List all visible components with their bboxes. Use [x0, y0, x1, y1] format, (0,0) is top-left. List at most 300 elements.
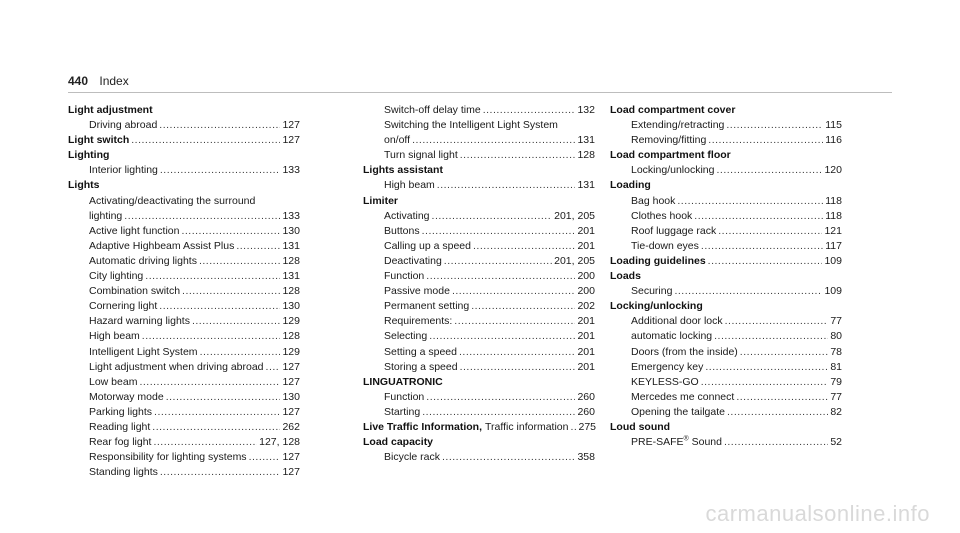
- index-subentry[interactable]: [68, 375, 300, 390]
- page-ref[interactable]: 79: [830, 375, 842, 388]
- index-subentry[interactable]: [68, 329, 300, 344]
- index-subentry[interactable]: [610, 314, 842, 329]
- index-subentry-label: [384, 209, 430, 224]
- index-subentry-label: [631, 345, 738, 360]
- dot-leader: [460, 360, 576, 375]
- index-subentry[interactable]: [610, 118, 842, 133]
- page-ref[interactable]: 202: [577, 300, 595, 313]
- page-ref[interactable]: 116: [825, 134, 842, 147]
- index-heading-row: [610, 420, 842, 435]
- index-subentry-text: Activating/deactivating the surround: [89, 194, 256, 207]
- index-subentry-label: [384, 314, 452, 329]
- index-subentry-label: [631, 163, 714, 178]
- index-subentry[interactable]: [68, 450, 300, 465]
- dot-leader: [727, 405, 828, 420]
- index-entry: [610, 254, 842, 269]
- index-subentry[interactable]: [610, 435, 842, 450]
- index-subentry[interactable]: [363, 390, 595, 405]
- index-subentry-label: [89, 239, 234, 254]
- index-subentry[interactable]: [68, 239, 300, 254]
- index-subentry[interactable]: [363, 103, 595, 118]
- page-ref[interactable]: 129: [282, 345, 300, 358]
- index-subentry-label: [631, 239, 699, 254]
- dot-leader: [708, 254, 823, 269]
- index-heading: Loads: [610, 270, 641, 283]
- index-heading-row: [610, 148, 842, 163]
- index-subentry-label: [631, 224, 716, 239]
- page-ref[interactable]: 358: [577, 451, 595, 464]
- dot-leader: [701, 375, 829, 390]
- index-subentry-label: [631, 314, 723, 329]
- dot-leader: [145, 269, 280, 284]
- page-ref[interactable]: 117: [825, 239, 842, 252]
- index-entry: [363, 435, 595, 465]
- index-subentry-label: [89, 224, 179, 239]
- index-subentry-label: [631, 435, 722, 450]
- index-subentry[interactable]: [68, 299, 300, 314]
- index-subentry-label: [89, 465, 158, 480]
- index-subentry[interactable]: [363, 178, 595, 193]
- index-subentry-label: [384, 299, 469, 314]
- index-entry: [363, 194, 595, 375]
- index-subentry[interactable]: [363, 450, 595, 465]
- index-subentry-label: [384, 224, 420, 239]
- index-subentry[interactable]: [363, 329, 595, 344]
- dot-leader: [714, 329, 828, 344]
- index-subentry-text: Driving abroad: [89, 119, 158, 132]
- dot-leader: [429, 329, 575, 344]
- index-subentry[interactable]: [363, 360, 595, 375]
- index-subentry-label: [89, 360, 264, 375]
- index-subentry-label: [384, 239, 471, 254]
- index-entry: [610, 269, 842, 299]
- page-ref[interactable]: 80: [830, 330, 842, 343]
- index-subentry-label: [89, 405, 152, 420]
- index-subentry-text: Standing lights: [89, 466, 158, 479]
- index-heading-row: [363, 194, 595, 209]
- index-subentry[interactable]: [68, 390, 300, 405]
- index-subentry-text: Passive mode: [384, 285, 450, 298]
- page-ref[interactable]: 78: [830, 345, 842, 358]
- dot-leader: [677, 194, 823, 209]
- page-ref[interactable]: 132: [577, 104, 595, 116]
- index-subentry[interactable]: [610, 163, 842, 178]
- dot-leader: [160, 465, 281, 480]
- index-subentry[interactable]: [68, 360, 300, 375]
- index-subentry-text: High beam: [89, 330, 140, 343]
- page-ref[interactable]: 127: [282, 451, 300, 464]
- dot-leader: [716, 163, 822, 178]
- page-ref[interactable]: 81: [830, 360, 842, 373]
- page-ref[interactable]: 115: [825, 119, 842, 132]
- page-ref[interactable]: 260: [577, 390, 595, 403]
- index-subentry-label: [631, 194, 675, 209]
- index-subentry-label: [384, 269, 424, 284]
- page-ref[interactable]: 77: [830, 390, 842, 403]
- index-subentry-text: Automatic driving lights: [89, 254, 197, 267]
- index-subentry[interactable]: [610, 194, 842, 209]
- index-subentry-text: Clothes hook: [631, 209, 693, 222]
- index-heading-row: [363, 375, 595, 390]
- dot-leader: [159, 299, 280, 314]
- page-ref[interactable]: 127: [282, 375, 300, 388]
- page-ref[interactable]: 127: [282, 405, 300, 418]
- index-subentry[interactable]: [363, 405, 595, 420]
- index-subentry-text: automatic locking: [631, 330, 713, 343]
- dot-leader: [142, 329, 281, 344]
- index-subentry[interactable]: [68, 465, 300, 480]
- index-subentry[interactable]: [363, 284, 595, 299]
- index-subentry-text: Low beam: [89, 375, 138, 388]
- index-subentry-text: Deactivating: [384, 254, 442, 267]
- index-subentry-label: [89, 284, 180, 299]
- index-heading-row: [610, 178, 842, 193]
- index-entry: [68, 178, 300, 480]
- index-entry: [610, 420, 842, 450]
- dot-leader: [452, 284, 576, 299]
- index-subentry[interactable]: [363, 133, 595, 148]
- index-subentry[interactable]: [610, 239, 842, 254]
- page-ref[interactable]: 201, 205: [554, 209, 595, 222]
- index-subentry[interactable]: [68, 284, 300, 299]
- index-subentry-text: KEYLESS-GO: [631, 375, 699, 388]
- page-number: 440: [68, 74, 89, 88]
- page-ref[interactable]: 129: [282, 315, 300, 328]
- index-subentry-label: [89, 390, 164, 405]
- index-subentry[interactable]: [610, 405, 842, 420]
- page-ref[interactable]: 127: [282, 134, 300, 147]
- dot-leader: [422, 405, 575, 420]
- page-ref[interactable]: 201: [577, 330, 595, 343]
- index-subentry-text: Buttons: [384, 224, 420, 237]
- page-ref[interactable]: 260: [577, 405, 595, 418]
- dot-leader: [483, 103, 576, 118]
- index-subentry-label: [631, 390, 734, 405]
- page-ref[interactable]: 131: [282, 239, 300, 252]
- index-subentry-text: PRE-SAFE: [631, 436, 684, 449]
- index-heading: Loading guidelines: [610, 254, 706, 267]
- page-ref[interactable]: 109: [824, 254, 842, 267]
- index-subentry-text: Removing/fitting: [631, 134, 707, 147]
- index-entry: [363, 103, 595, 163]
- page-ref[interactable]: 118: [825, 209, 842, 222]
- index-subentry[interactable]: [363, 314, 595, 329]
- index-subentry[interactable]: [610, 133, 842, 148]
- index-heading: Loading: [610, 179, 651, 192]
- index-subentry-label: [384, 450, 440, 465]
- index-subentry-label: [384, 178, 435, 193]
- index-subentry[interactable]: [68, 118, 300, 133]
- index-subentry-label: [89, 254, 197, 269]
- index-subentry-label: [89, 163, 158, 178]
- index-heading: Locking/unlocking: [610, 300, 703, 313]
- index-heading-row[interactable]: [363, 420, 595, 435]
- index-subentry-text: Hazard warning lights: [89, 315, 190, 328]
- page-ref[interactable]: 127: [282, 119, 300, 132]
- dot-leader: [154, 405, 280, 420]
- index-subentry[interactable]: [68, 209, 300, 224]
- dot-leader: [192, 314, 281, 329]
- dot-leader: [152, 420, 280, 435]
- index-heading: Light adjustment: [68, 104, 153, 116]
- index-heading: Load compartment floor: [610, 149, 731, 162]
- index-subentry[interactable]: [610, 345, 842, 360]
- page-ref[interactable]: 118: [825, 194, 842, 207]
- dot-leader: [139, 375, 280, 390]
- index-subentry-cont: lighting: [89, 209, 123, 222]
- index-subentry-label: [89, 329, 140, 344]
- header-divider: [68, 92, 892, 93]
- index-heading: Load compartment cover: [610, 104, 736, 116]
- page-ref[interactable]: 200: [577, 270, 595, 283]
- index-subentry-text: Securing: [631, 285, 673, 298]
- dot-leader: [674, 284, 822, 299]
- index-subentry-label: [384, 284, 450, 299]
- index-subentry-text: Setting a speed: [384, 345, 457, 358]
- page-ref[interactable]: 127, 128: [259, 436, 300, 449]
- index-subentry-text: Function: [384, 270, 425, 283]
- dot-leader: [182, 284, 280, 299]
- index-subentry-label: [89, 345, 198, 360]
- dot-leader: [701, 239, 823, 254]
- index-subentry-label: [89, 269, 143, 284]
- index-subentry-label: [384, 148, 458, 163]
- index-heading: Lighting: [68, 149, 110, 162]
- page-ref[interactable]: 130: [282, 390, 300, 403]
- page-ref[interactable]: 275: [578, 420, 597, 433]
- page-ref[interactable]: 201: [577, 224, 595, 237]
- page-ref[interactable]: 82: [830, 405, 842, 418]
- dot-leader: [705, 360, 828, 375]
- index-column-3: [610, 103, 842, 450]
- page-ref[interactable]: 201: [577, 315, 595, 328]
- dot-leader: [426, 269, 575, 284]
- dot-leader: [249, 450, 281, 465]
- index-entry: [68, 148, 300, 178]
- index-heading-row: [68, 148, 300, 163]
- index-subentry-label: [631, 118, 724, 133]
- index-heading: Loud sound: [610, 420, 671, 433]
- page-ref[interactable]: 201, 205: [554, 254, 595, 267]
- index-subentry-label: [384, 329, 427, 344]
- index-heading: LINGUATRONIC: [363, 375, 443, 388]
- watermark: carmanualsonline.info: [705, 501, 930, 526]
- index-entry: [363, 420, 595, 435]
- index-subentry-text: Tie-down eyes: [631, 239, 699, 252]
- dot-leader: [454, 314, 575, 329]
- page-ref[interactable]: 201: [577, 345, 595, 358]
- index-subentry[interactable]: [610, 284, 842, 299]
- page-ref[interactable]: 133: [282, 164, 300, 177]
- index-subentry-label: [631, 375, 699, 390]
- index-subentry-text: Motorway mode: [89, 390, 164, 403]
- index-subentry-label: [384, 345, 457, 360]
- index-heading: Live Traffic Information,: [363, 420, 483, 433]
- index-subentry[interactable]: [68, 420, 300, 435]
- index-heading: Lights: [68, 179, 100, 192]
- index-subentry[interactable]: [610, 375, 842, 390]
- index-subentry-text: Bag hook: [631, 194, 676, 207]
- page-ref[interactable]: 127: [282, 360, 300, 373]
- index-subentry-text: Permanent setting: [384, 300, 470, 313]
- index-heading-row[interactable]: [610, 254, 842, 269]
- index-subentry[interactable]: [610, 390, 842, 405]
- dot-leader: [570, 420, 576, 435]
- index-subentry-label: [89, 375, 137, 390]
- page-header: [68, 74, 129, 88]
- index-subentry-text: Calling up a speed: [384, 239, 471, 252]
- dot-leader: [725, 314, 829, 329]
- page-ref[interactable]: 130: [282, 224, 300, 237]
- page-ref[interactable]: 127: [282, 466, 300, 479]
- index-subentry-label: [89, 118, 157, 133]
- dot-leader: [460, 148, 576, 163]
- index-subentry-text: City lighting: [89, 270, 144, 283]
- index-subentry-label: [89, 450, 247, 465]
- page-ref[interactable]: 109: [824, 285, 842, 298]
- index-subentry-text: Mercedes me connect: [631, 390, 735, 403]
- index-subentry[interactable]: [610, 209, 842, 224]
- index-subentry[interactable]: [610, 360, 842, 375]
- dot-leader: [471, 299, 575, 314]
- index-heading-row: [68, 178, 300, 193]
- index-heading-row[interactable]: [68, 133, 300, 148]
- dot-leader: [437, 178, 576, 193]
- dot-leader: [159, 118, 280, 133]
- index-subentry-text: Adaptive Highbeam Assist Plus: [89, 239, 235, 252]
- dot-leader: [153, 435, 257, 450]
- page-ref[interactable]: 128: [282, 254, 300, 267]
- page-ref[interactable]: 262: [282, 420, 300, 433]
- index-subentry-text: Storing a speed: [384, 360, 458, 373]
- index-entry: [363, 163, 595, 193]
- index-subentry[interactable]: [68, 163, 300, 178]
- index-subentry[interactable]: [68, 435, 300, 450]
- index-subentry-label: [89, 314, 190, 329]
- page-ref[interactable]: 121: [824, 224, 842, 237]
- dot-leader: [726, 118, 823, 133]
- index-subentry[interactable]: [363, 148, 595, 163]
- index-subentry-text: Cornering light: [89, 300, 158, 313]
- index-subentry[interactable]: [363, 209, 595, 224]
- index-subentry[interactable]: [363, 345, 595, 360]
- dot-leader: [724, 435, 828, 450]
- section-title: Index: [99, 74, 129, 88]
- page-ref[interactable]: 130: [282, 300, 300, 313]
- index-subentry[interactable]: [363, 254, 595, 269]
- index-subentry[interactable]: [68, 314, 300, 329]
- index-subentry[interactable]: [363, 224, 595, 239]
- index-subentry[interactable]: [363, 299, 595, 314]
- index-entry: [68, 133, 300, 148]
- index-subentry[interactable]: [68, 224, 300, 239]
- index-subentry[interactable]: [363, 269, 595, 284]
- dot-leader: [740, 345, 829, 360]
- index-subentry-text: Active light function: [89, 224, 180, 237]
- index-subentry-label: [89, 420, 150, 435]
- page-ref[interactable]: 131: [282, 270, 300, 283]
- index-subentry-text: Light adjustment when driving abroad: [89, 360, 264, 373]
- index-heading-row: [610, 103, 842, 118]
- dot-leader: [442, 450, 575, 465]
- index-subentry[interactable]: [68, 345, 300, 360]
- index-subentry[interactable]: [68, 405, 300, 420]
- index-subentry-label: [631, 209, 692, 224]
- index-subentry[interactable]: [68, 269, 300, 284]
- index-subentry-label: [631, 405, 725, 420]
- dot-leader: [412, 133, 575, 148]
- index-subentry[interactable]: [610, 329, 842, 344]
- page-ref[interactable]: 128: [577, 149, 595, 162]
- index-subentry-text: Starting: [384, 405, 421, 418]
- index-subentry-tail: Sound: [688, 436, 722, 449]
- index-column-2: [363, 103, 595, 465]
- page-ref[interactable]: 128: [282, 285, 300, 298]
- index-subentry-text: Function: [384, 390, 425, 403]
- index-subentry-text: Turn signal light: [384, 149, 458, 162]
- index-subentry-label: [631, 329, 712, 344]
- dot-leader: [166, 390, 281, 405]
- index-entry: [363, 375, 595, 420]
- page-ref[interactable]: 52: [830, 436, 842, 449]
- index-subentry-label: [631, 133, 706, 148]
- page-ref[interactable]: 131: [577, 134, 595, 147]
- index-subentry-cont: on/off: [384, 134, 411, 147]
- index-subentry[interactable]: [68, 254, 300, 269]
- index-heading: Load capacity: [363, 436, 434, 449]
- index-subentry-text: Emergency key: [631, 360, 704, 373]
- index-heading: Lights assistant: [363, 164, 443, 177]
- index-subentry-text: Parking lights: [89, 405, 153, 418]
- dot-leader: [422, 224, 576, 239]
- index-subentry-text: Opening the tailgate: [631, 405, 725, 418]
- index-entry: [610, 103, 842, 148]
- index-subentry-text: Bicycle rack: [384, 451, 441, 464]
- dot-leader: [181, 224, 280, 239]
- dot-leader: [444, 254, 552, 269]
- dot-leader: [459, 345, 575, 360]
- index-subentry-text: Locking/unlocking: [631, 164, 715, 177]
- page-ref[interactable]: 201: [577, 360, 595, 373]
- page-ref[interactable]: 77: [830, 315, 842, 328]
- index-subentry-label: [631, 360, 703, 375]
- index-subentry-text: Rear fog light: [89, 436, 152, 449]
- index-subentry-text: Requirements:: [384, 315, 453, 328]
- index-subentry[interactable]: [610, 224, 842, 239]
- index-subentry[interactable]: [363, 239, 595, 254]
- index-subentry-text: Roof luggage rack: [631, 224, 717, 237]
- dot-leader: [236, 239, 280, 254]
- dot-leader: [200, 345, 281, 360]
- index-heading: Limiter: [363, 194, 399, 207]
- index-subentry-text: Combination switch: [89, 285, 181, 298]
- page-ref[interactable]: 131: [577, 179, 595, 192]
- page-ref[interactable]: 133: [282, 209, 300, 222]
- index-subentry-text: Additional door lock: [631, 315, 723, 328]
- index-subentry-label: [89, 299, 157, 314]
- page-ref[interactable]: 120: [824, 164, 842, 177]
- dot-leader: [160, 163, 281, 178]
- index-heading-row: [363, 163, 595, 178]
- index-column-1: [68, 103, 300, 480]
- index-subentry-label: [384, 390, 424, 405]
- page-ref[interactable]: 201: [577, 239, 595, 252]
- index-subentry-label: [384, 405, 420, 420]
- page-ref[interactable]: 200: [577, 285, 595, 298]
- page-ref[interactable]: 128: [282, 330, 300, 343]
- index-subentry-label: [384, 103, 481, 118]
- index-subentry-label: [89, 435, 151, 450]
